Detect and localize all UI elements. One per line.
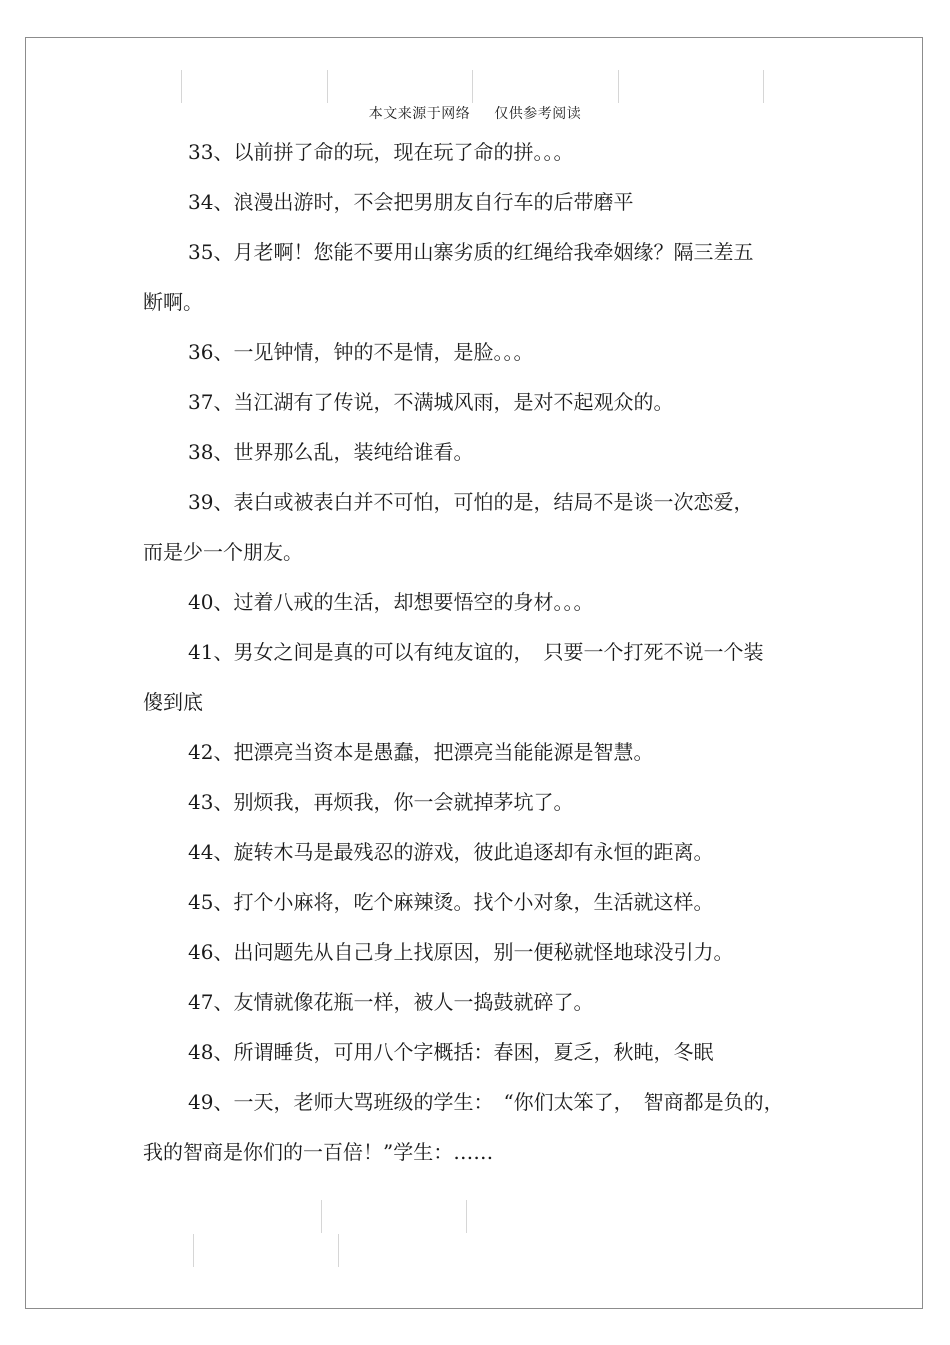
paragraph-line: 37、当江湖有了传说，不满城风雨，是对不起观众的。 (188, 390, 674, 414)
header-rule (763, 70, 764, 103)
paragraph-line: 48、所谓睡货，可用八个字概括：春困，夏乏，秋盹，冬眠 (188, 1040, 714, 1064)
header-rule (181, 70, 182, 103)
paragraph-line: 39、表白或被表白并不可怕，可怕的是，结局不是谈一次恋爱， (188, 490, 754, 514)
paragraph-line: 45、打个小麻将，吃个麻辣烫。找个小对象，生活就这样。 (188, 890, 714, 914)
source-note: 本文来源于网络 (368, 106, 471, 122)
paragraph-line: 41、男女之间是真的可以有纯友谊的， 只要一个打死不说一个装 (188, 640, 764, 664)
paragraph-continuation: 傻到底 (143, 690, 203, 714)
paragraph-line: 43、别烦我，再烦我，你一会就掉茅坑了。 (188, 790, 574, 814)
footer-rule (466, 1200, 467, 1233)
paragraph-line: 36、一见钟情，钟的不是情，是脸。。。 (188, 340, 534, 364)
paragraph-line: 46、出问题先从自己身上找原因，别一便秘就怪地球没引力。 (188, 940, 734, 964)
header-note (0, 103, 950, 123)
header-rule (472, 70, 473, 103)
paragraph-line: 42、把漂亮当资本是愚蠢，把漂亮当能能源是智慧。 (188, 740, 654, 764)
reference-note: 仅供参考阅读 (494, 106, 582, 122)
paragraph-line: 35、月老啊！您能不要用山寨劣质的红绳给我牵姻缘？隔三差五 (188, 240, 754, 264)
paragraph-line: 49、一天，老师大骂班级的学生： “你们太笨了， 智商都是负的， (188, 1090, 784, 1114)
paragraph-continuation: 我的智商是你们的一百倍！”学生：…… (143, 1140, 494, 1164)
document-body (143, 127, 823, 1177)
footer-rule (321, 1200, 322, 1233)
paragraph-continuation: 而是少一个朋友。 (143, 540, 303, 564)
paragraph-continuation: 断啊。 (143, 290, 203, 314)
footer-rule (338, 1234, 339, 1267)
paragraph-line: 44、旋转木马是最残忍的游戏，彼此追逐却有永恒的距离。 (188, 840, 714, 864)
paragraph-line: 40、过着八戒的生活，却想要悟空的身材。。。 (188, 590, 594, 614)
paragraph-line: 34、浪漫出游时，不会把男朋友自行车的后带磨平 (188, 190, 634, 214)
header-rule (618, 70, 619, 103)
header-rule (327, 70, 328, 103)
footer-rule (193, 1234, 194, 1267)
paragraph-line: 47、友情就像花瓶一样，被人一捣鼓就碎了。 (188, 990, 594, 1014)
paragraph-line: 33、以前拼了命的玩，现在玩了命的拼。。。 (188, 140, 574, 164)
paragraph-line: 38、世界那么乱，装纯给谁看。 (188, 440, 474, 464)
